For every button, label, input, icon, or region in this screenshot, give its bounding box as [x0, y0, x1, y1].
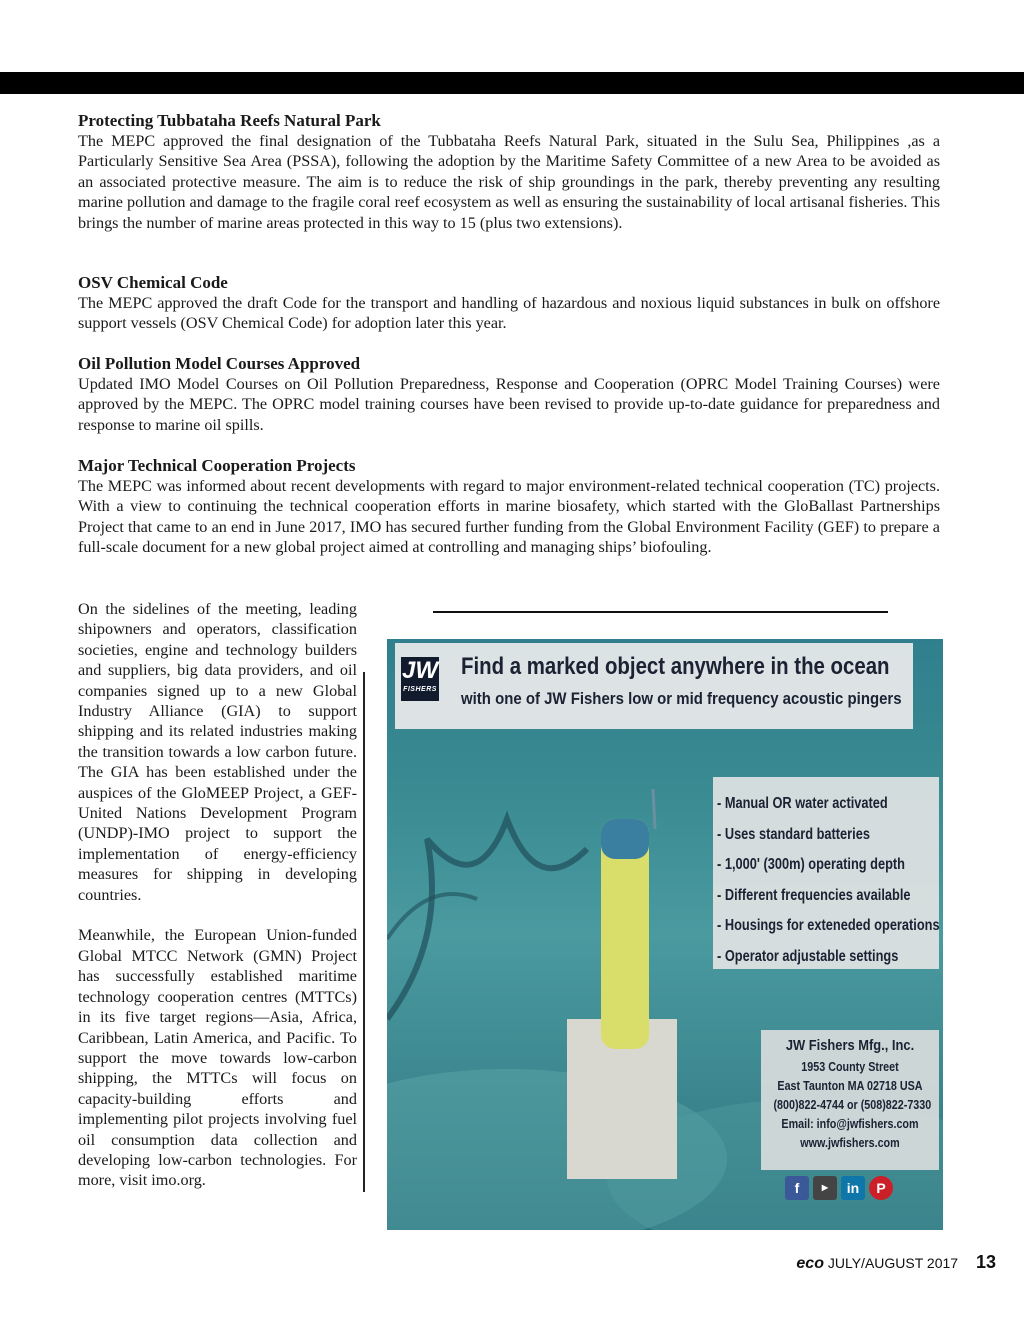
jw-fishers-logo: JW FISHERS: [401, 657, 439, 701]
email-link[interactable]: Email: info@jwfishers.com: [781, 1117, 919, 1131]
contact-box: [761, 1030, 939, 1170]
facebook-icon[interactable]: f: [785, 1176, 809, 1200]
youtube-icon[interactable]: ▶: [813, 1176, 837, 1200]
feature-item: - Manual OR water activated: [717, 795, 888, 812]
section-heading: OSV Chemical Code: [78, 273, 228, 292]
column-paragraph-gia: On the sidelines of the meeting, leading shipowners and operators, classification societies, engine and technology builders and suppliers, big data providers, and oil companies signed up to a new Global Industry Alliance (GIA) to support shipping and its related industries making the transition towards a low carbon future. The GIA has been established under the auspices of the GloMEEP Project, a GEF-United Nations Development Program (UNDP)-IMO project to support the implementation of energy-efficiency measures for shipping in developing countries.: [78, 600, 357, 904]
section-heading: Protecting Tubbataha Reefs Natural Park: [78, 111, 381, 130]
website-link[interactable]: www.jwfishers.com: [800, 1136, 900, 1150]
section-tubbataha: [78, 110, 940, 233]
ad-headline: Find a marked object anywhere in the ocean: [461, 653, 890, 680]
phone-numbers: (800)822-4744 or (508)822-7330: [773, 1098, 932, 1112]
left-column: [78, 599, 357, 1211]
section-osv-code: [78, 272, 940, 334]
column-paragraph-gmn: Meanwhile, the European Union-funded Global MTCC Network (GMN) Project has successfully established maritime technology cooperation centres (MTTCs) in its five target regions—Asia, Africa, Caribbean, Latin America, and Pacific. To support the move towards low-carbon shipping, the MTTCs will focus on capacity-building efforts and implementing pilot projects involving fuel oil consumption data collection and developing low-carbon technologies. For more, visit imo.org.: [78, 926, 357, 1190]
pinterest-icon[interactable]: P: [869, 1176, 893, 1200]
feature-list: [713, 777, 939, 969]
jw-fishers-advertisement[interactable]: [387, 639, 943, 1230]
social-icons: [785, 1176, 893, 1202]
section-heading: Major Technical Cooperation Projects: [78, 456, 356, 475]
magazine-brand: eco: [796, 1255, 824, 1272]
section-body: Updated IMO Model Courses on Oil Pollution Preparedness, Response and Cooperation (OPRC Model Training Courses) were approved by the MEPC. The OPRC model training courses have been revised to provide up-to-date guidance for preparedness and response to marine oil spills.: [78, 375, 940, 434]
section-body: The MEPC approved the draft Code for the transport and handling of hazardous and noxious liquid substances in bulk on offshore support vessels (OSV Chemical Code) for adoption later this year.: [78, 294, 940, 333]
street-address: 1953 County Street: [801, 1060, 899, 1074]
feature-item: - Housings for exteneded operations: [717, 917, 940, 934]
section-heading: Oil Pollution Model Courses Approved: [78, 354, 361, 373]
section-oil-pollution: [78, 353, 940, 435]
page-footer: [796, 1252, 996, 1273]
ad-header: [395, 643, 913, 729]
top-bar: [0, 72, 1024, 94]
feature-item: - Uses standard batteries: [717, 825, 870, 843]
linkedin-icon[interactable]: in: [841, 1176, 865, 1200]
page-number: 13: [975, 1252, 996, 1272]
section-body: The MEPC was informed about recent developments with regard to major environment-related technical cooperation (TC) projects. With a view to continuing the technical cooperation efforts in marine biosafety, which started with the GloBallast Partnerships Project that came to an end in June 2017, IMO has secured further funding from the Global Environment Facility (GEF) to prepare a full-scale document for a new global project aimed at controlling and managing ships’ biofouling.: [78, 477, 940, 557]
ad-subheadline: with one of JW Fishers low or mid frequency acoustic pingers: [461, 689, 902, 708]
feature-item: - Operator adjustable settings: [717, 947, 899, 965]
feature-item: - 1,000' (300m) operating depth: [717, 856, 905, 873]
section-body: The MEPC approved the final designation of the Tubbataha Reefs Natural Park, situated in the Sulu Sea, Philippines ,as a Particularly Sensitive Sea Area (PSSA), following the adoption by the Maritime Safety Committee of a new Area to be avoided as an associated protective measure. The aim is to reduce the risk of ship groundings in the park, thereby preventing any resulting marine pollution and damage to the fragile coral reef ecosystem as well as ensuring the sustainability of local artisanal fisheries. This brings the number of marine areas protected in this way to 15 (plus two extensions).: [78, 132, 940, 232]
horizontal-rule: [433, 611, 888, 613]
company-name: JW Fishers Mfg., Inc.: [785, 1037, 915, 1054]
feature-item: - Different frequencies available: [717, 886, 911, 904]
city-address: East Taunton MA 02718 USA: [777, 1079, 923, 1093]
issue-date: JULY/AUGUST 2017: [827, 1255, 959, 1271]
section-technical-cooperation: [78, 455, 940, 558]
column-divider: [363, 672, 365, 1192]
